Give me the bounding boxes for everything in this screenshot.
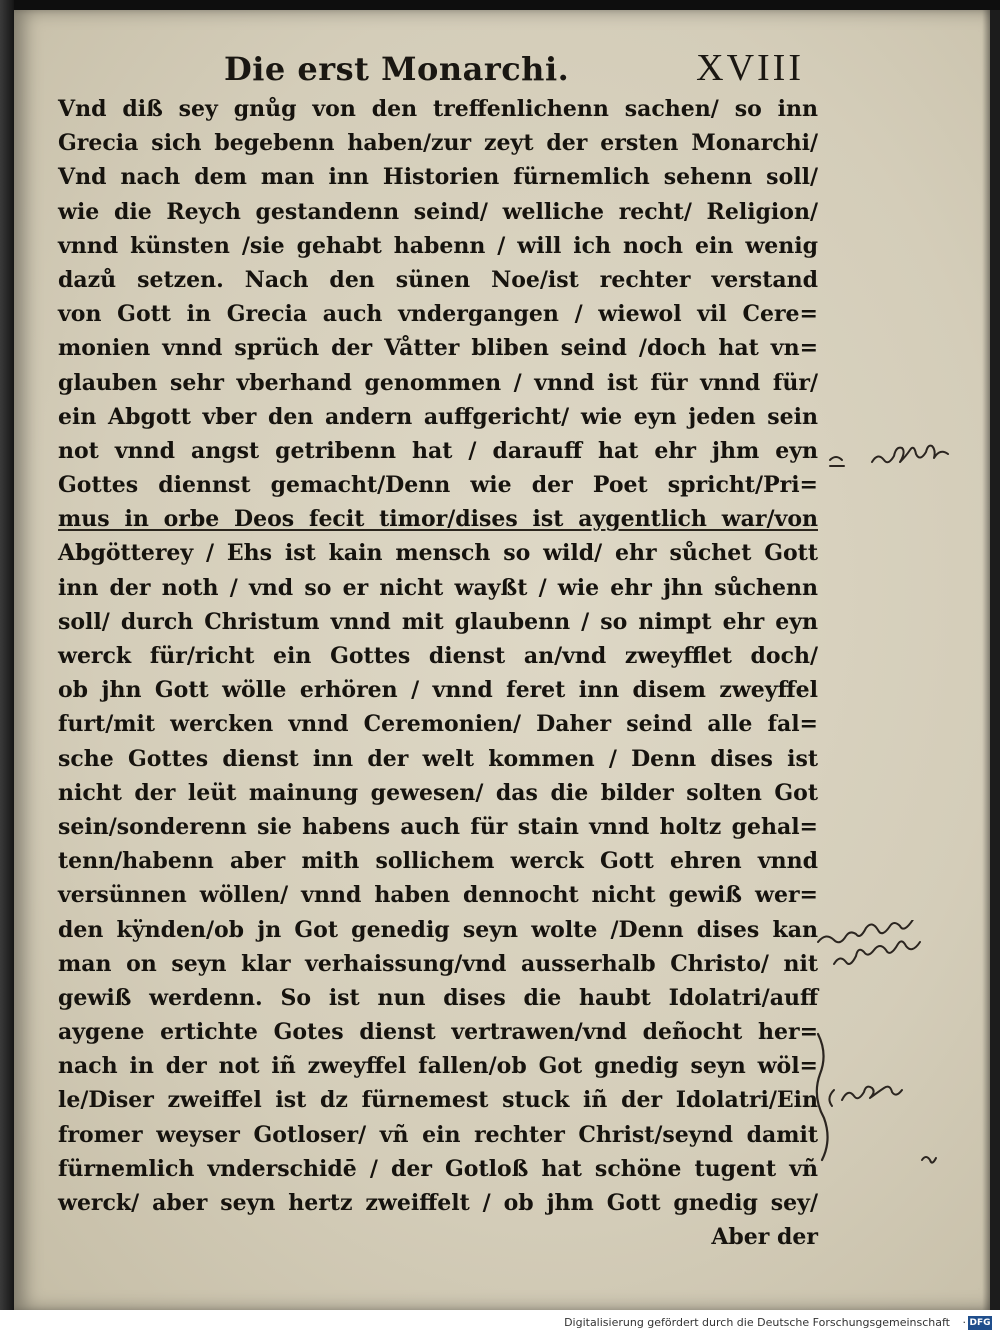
text-line: inn der noth / vnd so er nicht wayßt / wie ehr jhn sůchenn: [58, 574, 818, 601]
funding-note: Digitalisierung gefördert durch die Deutsche Forschungsgemeinschaft: [564, 1316, 950, 1329]
text-line: fromer weyser Gotloser/ vñ ein rechter Christ/seynd damit: [58, 1121, 818, 1148]
text-line: dazů setzen. Nach den sünen Noe/ist rechter verstand: [58, 266, 818, 293]
page-header: [224, 44, 804, 90]
running-head: Die erst Monarchi.: [224, 50, 570, 88]
text-line: nach in der not iñ zweyffel fallen/ob Got gnedig seyn wöl=: [58, 1053, 818, 1080]
text-line: gewiß werdenn. So ist nun dises die haubt Idolatri/auff: [58, 984, 818, 1011]
text-line: vnnd künsten /sie gehabt habenn / will ich noch ein wenig: [58, 232, 818, 259]
marginal-bracket-note: [804, 1030, 984, 1180]
text-line: Gottes diennst gemacht/Denn wie der Poet spricht/Pri=: [58, 472, 818, 499]
book-page: [14, 10, 990, 1310]
text-line: sche Gottes dienst inn der welt kommen / Denn dises ist: [58, 745, 818, 772]
folio-number: XVIII: [696, 47, 804, 89]
text-line: Abgötterey / Ehs ist kain mensch so wild/ ehr sůchet Gott: [58, 540, 818, 567]
footer-separator: ·: [962, 1316, 966, 1329]
text-line: Grecia sich begebenn haben/zur zeyt der ersten Monarchi/: [58, 130, 818, 157]
text-line: nicht der leüt mainung gewesen/ das die bilder solten Got: [58, 779, 818, 806]
text-line: Vnd diß sey gnůg von den treffenlichenn sachen/ so inn: [58, 96, 818, 122]
book-spine-edge: [0, 0, 14, 1310]
text-line: not vnnd angst getribenn hat / darauff hat ehr jhm eyn: [58, 437, 818, 464]
footer-bar: [0, 1310, 1000, 1337]
catchword-line: Aber der: [711, 1224, 818, 1251]
text-line: werck/ aber seyn hertz zweiffelt / ob jhm Gott gnedig sey/: [58, 1190, 818, 1216]
scan-top-edge: [0, 0, 1000, 10]
marginal-note-scribble: [814, 430, 984, 480]
text-line: ob jhn Gott wölle erhören / vnnd feret inn disem zweyffel: [58, 677, 818, 704]
body-text: [58, 92, 818, 1254]
text-line: tenn/habenn aber mith sollichem werck Gott ehren vnnd: [58, 848, 818, 875]
text-line: furt/mit wercken vnnd Ceremonien/ Daher seind alle fal=: [58, 711, 818, 738]
marginal-note-scribble: [810, 920, 980, 990]
text-line: monien vnnd sprüch der Våtter bliben seind /doch hat vn=: [58, 335, 818, 362]
text-line: sein/sonderenn sie habens auch für stain vnnd holtz gehal=: [58, 813, 818, 840]
text-line: versünnen wöllen/ vnnd haben dennocht nicht gewiß wer=: [58, 882, 818, 909]
text-line: man on seyn klar verhaissung/vnd ausserhalb Christo/ nit: [58, 950, 818, 977]
text-line: fürnemlich vnderschidē / der Gotloß hat schöne tugent vñ: [58, 1155, 818, 1182]
text-line: aygene ertichte Gotes dienst vertrawen/vnd deñocht her=: [58, 1019, 818, 1046]
text-line: den kÿnden/ob jn Got genedig seyn wolte /Denn dises kan: [58, 916, 818, 943]
marginalia: [804, 430, 984, 1190]
text-line: Vnd nach dem man inn Historien fürnemlich sehenn soll/: [58, 164, 818, 191]
text-line: werck für/richt ein Gottes dienst an/vnd zweyfflet doch/: [58, 643, 818, 669]
text-line: le/Diser zweiffel ist dz fürnemest stuck iñ der Idolatri/Ein: [58, 1087, 818, 1114]
underlined-text-line: mus in orbe Deos fecit timor/dises ist aygentlich war/von: [58, 506, 818, 533]
text-line: wie die Reych gestandenn seind/ welliche recht/ Religion/: [58, 198, 818, 225]
text-line: ein Abgott vber den andern auffgericht/ wie eyn jeden sein: [58, 403, 818, 430]
text-line: soll/ durch Christum vnnd mit glaubenn / so nimpt ehr eyn: [58, 608, 818, 635]
text-line: von Gott in Grecia auch vndergangen / wiewol vil Cere=: [58, 301, 818, 328]
text-line: glauben sehr vberhand genommen / vnnd ist für vnnd für/: [58, 369, 818, 396]
dfg-logo: DFG: [969, 1318, 991, 1328]
